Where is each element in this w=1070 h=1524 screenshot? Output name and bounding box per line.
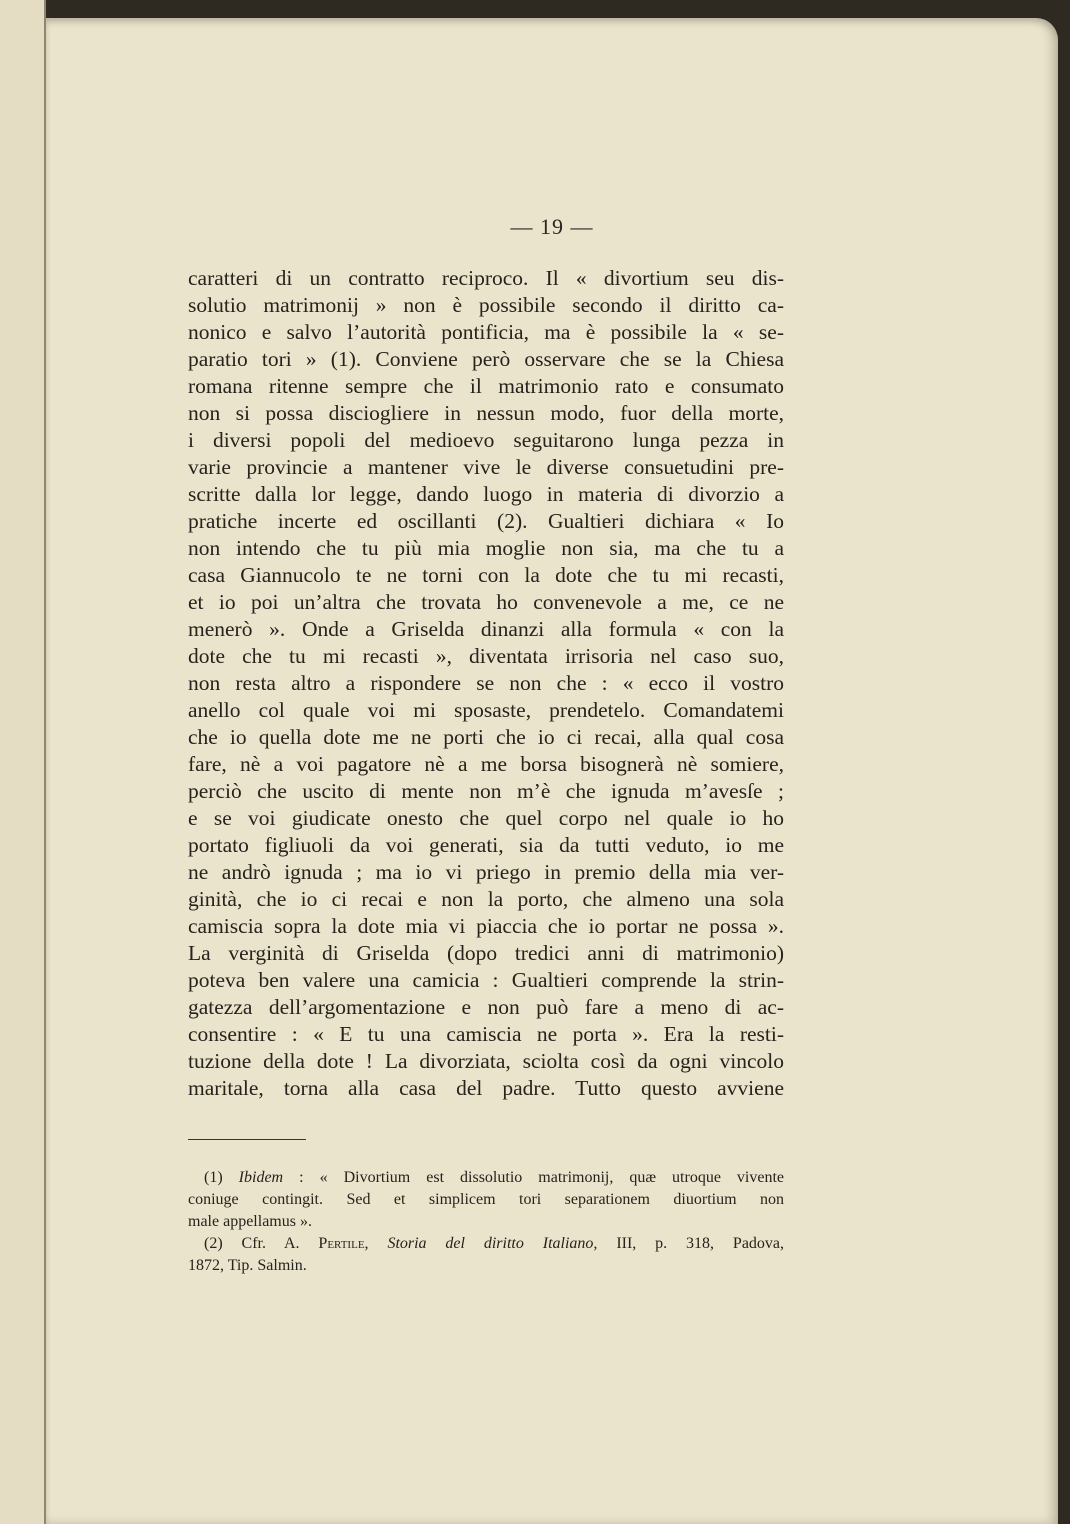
- text-line: maritale, torna alla casa del padre. Tutto questo avviene: [188, 1076, 784, 1100]
- text-line: paratio tori » (1). Conviene però osservare che se la Chiesa: [188, 347, 784, 371]
- text-line: fare, nè a voi pagatore nè a me borsa bisognerà nè somiere,: [188, 752, 784, 776]
- text-line: camiscia sopra la dote mia vi piaccia che io portar ne possa ».: [188, 914, 784, 938]
- footnote-source: Ibidem: [238, 1169, 284, 1186]
- footnote-1-line: coniuge contingit. Sed et simplicem tori separationem diuortium non: [188, 1191, 784, 1208]
- text-line: non resta altro a rispondere se non che : « ecco il vostro: [188, 671, 784, 695]
- text-line: anello col quale voi mi sposaste, prendetelo. Comandatemi: [188, 698, 784, 722]
- text-line: tuzione della dote ! La divorziata, sciolta così da ogni vincolo: [188, 1049, 784, 1073]
- text-line: dote che tu mi recasti », diventata irrisoria nel caso suo,: [188, 644, 784, 668]
- footnote-marker: (2) Cfr. A.: [204, 1235, 300, 1252]
- previous-page-edge: [0, 0, 46, 1524]
- page-number: — 19 —: [510, 214, 594, 239]
- text-line: e se voi giudicate onesto che quel corpo nel quale io ho: [188, 806, 784, 830]
- footnotes: [188, 1167, 784, 1277]
- text-line: consentire : « E tu una camiscia ne porta ». Era la resti-: [188, 1022, 784, 1046]
- text-line: varie provincie a mantener vive le diverse consuetudini pre-: [188, 455, 784, 479]
- text-line: poteva ben valere una camicia : Gualtieri comprende la strin-: [188, 968, 784, 992]
- body-text: [188, 265, 784, 1102]
- text-line: solutio matrimonij » non è possibile secondo il diritto ca-: [188, 293, 784, 317]
- text-line: perciò che uscito di mente non m’è che ignuda m’avesſe ;: [188, 779, 784, 803]
- footnote-separator: [188, 1139, 306, 1140]
- text-line: et io poi un’altra che trovata ho convenevole a me, ce ne: [188, 590, 784, 614]
- text-line: i diversi popoli del medioevo seguitarono lunga pezza in: [188, 428, 784, 452]
- text-line: portato figliuoli da voi generati, sia da tutti veduto, io me: [188, 833, 784, 857]
- footnote-2-line: 1872, Tip. Salmin.: [188, 1257, 307, 1274]
- book-page: [46, 18, 1058, 1524]
- text-line: ne andrò ignuda ; ma io vi priego in premio della mia ver-: [188, 860, 784, 884]
- text-line: pratiche incerte ed oscillanti (2). Gualtieri dichiara « Io: [188, 509, 784, 533]
- text-line: scritte dalla lor legge, dando luogo in materia di divorzio a: [188, 482, 784, 506]
- text-line: ginità, che io ci recai e non la porto, che almeno una sola: [188, 887, 784, 911]
- footnote-marker: (1): [204, 1169, 223, 1186]
- footnote-text: : « Divortium est dissolutio matrimonij, quæ utroque vivente: [299, 1169, 785, 1186]
- footnote-2-line: [188, 1233, 784, 1255]
- footnote-text: III, p. 318, Padova,: [616, 1235, 785, 1252]
- text-line: romana ritenne sempre che il matrimonio rato e consumato: [188, 374, 784, 398]
- footnote-title: Storia del diritto Italiano,: [387, 1235, 598, 1252]
- text-line: che io quella dote me ne porti che io ci recai, alla qual cosa: [188, 725, 784, 749]
- text-line: nonico e salvo l’autorità pontificia, ma è possibile la « se-: [188, 320, 784, 344]
- text-line: menerò ». Onde a Griselda dinanzi alla formula « con la: [188, 617, 784, 641]
- footnote-1-line: male appellamus ».: [188, 1213, 312, 1230]
- text-line: La verginità di Griselda (dopo tredici anni di matrimonio): [188, 941, 784, 965]
- text-line: casa Giannucolo te ne torni con la dote che tu mi recasti,: [188, 563, 784, 587]
- text-line: gatezza dell’argomentazione e non può fare a meno di ac-: [188, 995, 784, 1019]
- text-line: non si possa disciogliere in nessun modo, fuor della morte,: [188, 401, 784, 425]
- text-line: caratteri di un contratto reciproco. Il « divortium seu dis-: [188, 266, 784, 290]
- footnote-1-line: [188, 1167, 784, 1189]
- text-line: non intendo che tu più mia moglie non sia, ma che tu a: [188, 536, 784, 560]
- footnote-author: Pertile,: [318, 1235, 369, 1252]
